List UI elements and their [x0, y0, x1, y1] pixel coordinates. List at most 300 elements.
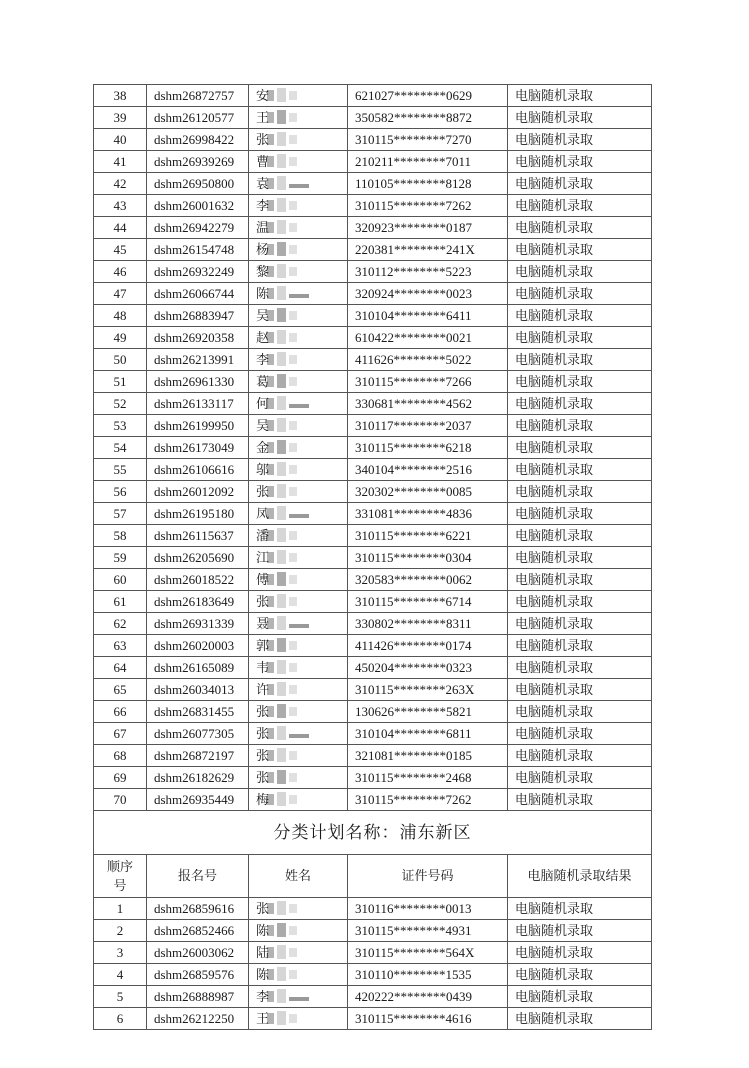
cell-result: 电脑随机录取: [508, 437, 652, 459]
table-row: [94, 305, 652, 327]
cell-id-number: 310115********564X: [348, 942, 508, 964]
cell-registration-number: dshm26859576: [147, 964, 249, 986]
cell-name-surname: 聂: [256, 616, 270, 631]
table-row: [94, 525, 652, 547]
redacted-name-mask: [267, 484, 303, 499]
table-header-row: [94, 855, 652, 898]
cell-name-surname: 江: [256, 550, 270, 565]
cell-registration-number: dshm26199950: [147, 415, 249, 437]
cell-id-number: 340104********2516: [348, 459, 508, 481]
cell-result: 电脑随机录取: [508, 964, 652, 986]
cell-id-number: 310104********6411: [348, 305, 508, 327]
cell-id-number: 310115********2468: [348, 767, 508, 789]
cell-id-number: 320583********0062: [348, 569, 508, 591]
redacted-name-mask: [267, 330, 303, 345]
redacted-name-mask: [267, 945, 303, 960]
cell-order-number: 49: [94, 327, 147, 349]
redacted-name-mask: [267, 594, 303, 609]
redacted-name-mask: [267, 923, 303, 938]
table-row: [94, 327, 652, 349]
cell-name-surname: 张: [256, 770, 270, 785]
cell-registration-number: dshm26133117: [147, 393, 249, 415]
redacted-name-mask: [267, 264, 303, 279]
cell-order-number: 39: [94, 107, 147, 129]
cell-registration-number: dshm26852466: [147, 920, 249, 942]
cell-name-surname: 张: [256, 726, 270, 741]
cell-result: 电脑随机录取: [508, 569, 652, 591]
redacted-name-mask: [267, 440, 303, 455]
table-row: [94, 547, 652, 569]
cell-order-number: 56: [94, 481, 147, 503]
cell-order-number: 51: [94, 371, 147, 393]
header-name: 姓名: [249, 855, 348, 898]
cell-order-number: 1: [94, 898, 147, 920]
redacted-name-mask: [267, 308, 303, 323]
cell-name: [249, 679, 348, 701]
cell-order-number: 62: [94, 613, 147, 635]
cell-registration-number: dshm26034013: [147, 679, 249, 701]
cell-order-number: 46: [94, 261, 147, 283]
cell-name-surname: 潘: [256, 528, 270, 543]
cell-name: [249, 789, 348, 811]
cell-order-number: 38: [94, 85, 147, 107]
redacted-name-mask: [267, 682, 303, 697]
cell-name-surname: 陈: [256, 967, 270, 982]
table-row: [94, 920, 652, 942]
redacted-name-mask: [267, 770, 303, 785]
cell-order-number: 40: [94, 129, 147, 151]
cell-result: 电脑随机录取: [508, 239, 652, 261]
cell-name-surname: 吴: [256, 308, 270, 323]
cell-name: [249, 964, 348, 986]
admission-results-sheet: [93, 84, 651, 1030]
cell-order-number: 69: [94, 767, 147, 789]
table-row: [94, 481, 652, 503]
cell-registration-number: dshm26003062: [147, 942, 249, 964]
table-row: [94, 371, 652, 393]
cell-name-surname: 张: [256, 704, 270, 719]
cell-order-number: 43: [94, 195, 147, 217]
redacted-name-mask: [267, 901, 303, 916]
cell-registration-number: dshm26195180: [147, 503, 249, 525]
cell-registration-number: dshm26932249: [147, 261, 249, 283]
cell-id-number: 310115********6218: [348, 437, 508, 459]
cell-order-number: 64: [94, 657, 147, 679]
cell-id-number: 330681********4562: [348, 393, 508, 415]
cell-name-surname: 梅: [256, 792, 270, 807]
cell-name-surname: 黎: [256, 264, 270, 279]
cell-name: [249, 657, 348, 679]
redacted-name-mask: [267, 506, 313, 521]
cell-registration-number: dshm26213991: [147, 349, 249, 371]
redacted-name-mask: [267, 110, 303, 125]
table-row: [94, 129, 652, 151]
cell-name-surname: 王: [256, 1011, 270, 1026]
cell-name: [249, 327, 348, 349]
cell-result: 电脑随机录取: [508, 415, 652, 437]
cell-id-number: 310115********7262: [348, 195, 508, 217]
header-order-number-line2: 号: [113, 878, 127, 894]
cell-result: 电脑随机录取: [508, 591, 652, 613]
cell-registration-number: dshm26205690: [147, 547, 249, 569]
header-order-number-line1: 顺序: [106, 859, 133, 874]
header-order-number: [94, 855, 147, 898]
cell-name-surname: 张: [256, 901, 270, 916]
cell-result: 电脑随机录取: [508, 613, 652, 635]
cell-name-surname: 陆: [256, 945, 270, 960]
cell-registration-number: dshm26120577: [147, 107, 249, 129]
cell-id-number: 610422********0021: [348, 327, 508, 349]
cell-result: 电脑随机录取: [508, 1008, 652, 1030]
cell-name-surname: 陈: [256, 286, 270, 301]
cell-name: [249, 898, 348, 920]
cell-result: 电脑随机录取: [508, 723, 652, 745]
cell-result: 电脑随机录取: [508, 459, 652, 481]
cell-order-number: 65: [94, 679, 147, 701]
redacted-name-mask: [267, 418, 303, 433]
cell-id-number: 310115********7270: [348, 129, 508, 151]
cell-registration-number: dshm26106616: [147, 459, 249, 481]
cell-name-surname: 吴: [256, 418, 270, 433]
cell-order-number: 70: [94, 789, 147, 811]
redacted-name-mask: [267, 154, 303, 169]
cell-registration-number: dshm26831455: [147, 701, 249, 723]
cell-order-number: 57: [94, 503, 147, 525]
cell-result: 电脑随机录取: [508, 789, 652, 811]
cell-id-number: 310115********7262: [348, 789, 508, 811]
redacted-name-mask: [267, 198, 303, 213]
cell-name-surname: 韦: [256, 660, 270, 675]
cell-name: [249, 942, 348, 964]
table-row: [94, 151, 652, 173]
cell-name: [249, 261, 348, 283]
cell-registration-number: dshm26012092: [147, 481, 249, 503]
cell-name-surname: 许: [256, 682, 270, 697]
redacted-name-mask: [267, 748, 303, 763]
cell-name: [249, 503, 348, 525]
cell-id-number: 310110********1535: [348, 964, 508, 986]
redacted-name-mask: [267, 374, 303, 389]
redacted-name-mask: [267, 132, 303, 147]
cell-name-surname: 李: [256, 989, 270, 1004]
cell-name: [249, 745, 348, 767]
cell-name: [249, 525, 348, 547]
cell-name: [249, 635, 348, 657]
table-row: [94, 635, 652, 657]
cell-name: [249, 173, 348, 195]
plan-title: 分类计划名称：浦东新区: [94, 811, 652, 855]
cell-name: [249, 85, 348, 107]
cell-result: 电脑随机录取: [508, 547, 652, 569]
table-row: [94, 657, 652, 679]
cell-result: 电脑随机录取: [508, 481, 652, 503]
cell-name: [249, 547, 348, 569]
cell-name-surname: 曹: [256, 154, 270, 169]
cell-id-number: 310115********4616: [348, 1008, 508, 1030]
table-row: [94, 107, 652, 129]
cell-registration-number: dshm26998422: [147, 129, 249, 151]
cell-name: [249, 723, 348, 745]
cell-name-surname: 陈: [256, 923, 270, 938]
redacted-name-mask: [267, 528, 303, 543]
cell-name: [249, 151, 348, 173]
cell-order-number: 66: [94, 701, 147, 723]
cell-registration-number: dshm26018522: [147, 569, 249, 591]
cell-id-number: 310115********6221: [348, 525, 508, 547]
table-row: [94, 195, 652, 217]
cell-name-surname: 邬: [256, 462, 270, 477]
cell-name: [249, 305, 348, 327]
cell-order-number: 68: [94, 745, 147, 767]
cell-result: 电脑随机录取: [508, 635, 652, 657]
cell-name-surname: 郭: [256, 638, 270, 653]
cell-registration-number: dshm26182629: [147, 767, 249, 789]
cell-id-number: 450204********0323: [348, 657, 508, 679]
cell-order-number: 48: [94, 305, 147, 327]
cell-result: 电脑随机录取: [508, 173, 652, 195]
cell-registration-number: dshm26165089: [147, 657, 249, 679]
cell-id-number: 110105********8128: [348, 173, 508, 195]
cell-name-surname: 张: [256, 748, 270, 763]
cell-registration-number: dshm26942279: [147, 217, 249, 239]
cell-id-number: 320924********0023: [348, 283, 508, 305]
cell-id-number: 210211********7011: [348, 151, 508, 173]
cell-registration-number: dshm26077305: [147, 723, 249, 745]
cell-result: 电脑随机录取: [508, 745, 652, 767]
cell-registration-number: dshm26950800: [147, 173, 249, 195]
results-table-part-1: [94, 85, 652, 811]
cell-id-number: 310115********0304: [348, 547, 508, 569]
cell-name-surname: 张: [256, 594, 270, 609]
cell-id-number: 310112********5223: [348, 261, 508, 283]
cell-name: [249, 459, 348, 481]
cell-id-number: 220381********241X: [348, 239, 508, 261]
cell-name-surname: 李: [256, 352, 270, 367]
cell-id-number: 310116********0013: [348, 898, 508, 920]
cell-order-number: 2: [94, 920, 147, 942]
redacted-name-mask: [267, 704, 303, 719]
cell-id-number: 350582********8872: [348, 107, 508, 129]
cell-registration-number: dshm26001632: [147, 195, 249, 217]
cell-result: 电脑随机录取: [508, 986, 652, 1008]
redacted-name-mask: [267, 967, 303, 982]
cell-name: [249, 107, 348, 129]
cell-result: 电脑随机录取: [508, 349, 652, 371]
cell-id-number: 411426********0174: [348, 635, 508, 657]
cell-order-number: 60: [94, 569, 147, 591]
cell-result: 电脑随机录取: [508, 107, 652, 129]
cell-order-number: 4: [94, 964, 147, 986]
table-row: [94, 283, 652, 305]
redacted-name-mask: [267, 88, 303, 103]
cell-result: 电脑随机录取: [508, 525, 652, 547]
redacted-name-mask: [267, 286, 313, 301]
cell-order-number: 50: [94, 349, 147, 371]
table-row: [94, 964, 652, 986]
table-row: [94, 986, 652, 1008]
cell-order-number: 55: [94, 459, 147, 481]
table-row: [94, 261, 652, 283]
table-row: [94, 898, 652, 920]
redacted-name-mask: [267, 462, 303, 477]
cell-order-number: 54: [94, 437, 147, 459]
cell-order-number: 53: [94, 415, 147, 437]
cell-registration-number: dshm26872757: [147, 85, 249, 107]
redacted-name-mask: [267, 220, 303, 235]
table-row: [94, 723, 652, 745]
cell-registration-number: dshm26115637: [147, 525, 249, 547]
table-row: [94, 942, 652, 964]
cell-registration-number: dshm26872197: [147, 745, 249, 767]
cell-name: [249, 393, 348, 415]
redacted-name-mask: [267, 176, 313, 191]
cell-result: 电脑随机录取: [508, 393, 652, 415]
redacted-name-mask: [267, 726, 313, 741]
cell-name: [249, 613, 348, 635]
cell-result: 电脑随机录取: [508, 305, 652, 327]
cell-name: [249, 217, 348, 239]
cell-name-surname: 王: [256, 110, 270, 125]
results-table-part-2: [94, 898, 652, 1030]
cell-name: [249, 591, 348, 613]
cell-name-surname: 赵: [256, 330, 270, 345]
cell-order-number: 47: [94, 283, 147, 305]
plan-section: [94, 811, 652, 898]
cell-id-number: 420222********0439: [348, 986, 508, 1008]
cell-name: [249, 1008, 348, 1030]
cell-result: 电脑随机录取: [508, 195, 652, 217]
cell-registration-number: dshm26212250: [147, 1008, 249, 1030]
cell-id-number: 310117********2037: [348, 415, 508, 437]
cell-name-surname: 李: [256, 198, 270, 213]
cell-result: 电脑随机录取: [508, 920, 652, 942]
cell-id-number: 621027********0629: [348, 85, 508, 107]
cell-order-number: 59: [94, 547, 147, 569]
cell-name: [249, 195, 348, 217]
table-row: [94, 569, 652, 591]
cell-result: 电脑随机录取: [508, 701, 652, 723]
cell-name: [249, 371, 348, 393]
table-row: [94, 789, 652, 811]
table-row: [94, 591, 652, 613]
cell-result: 电脑随机录取: [508, 657, 652, 679]
table-row: [94, 1008, 652, 1030]
cell-id-number: 310115********7266: [348, 371, 508, 393]
cell-name: [249, 767, 348, 789]
table-row: [94, 745, 652, 767]
table-row: [94, 393, 652, 415]
cell-result: 电脑随机录取: [508, 503, 652, 525]
cell-order-number: 67: [94, 723, 147, 745]
cell-name: [249, 349, 348, 371]
table-row: [94, 613, 652, 635]
table-row: [94, 415, 652, 437]
results-table: [93, 84, 652, 1030]
cell-name-surname: 杨: [256, 242, 270, 257]
cell-registration-number: dshm26888987: [147, 986, 249, 1008]
cell-result: 电脑随机录取: [508, 85, 652, 107]
table-row: [94, 349, 652, 371]
cell-id-number: 310115********4931: [348, 920, 508, 942]
cell-name-surname: 安: [256, 88, 270, 103]
redacted-name-mask: [267, 1011, 303, 1026]
cell-result: 电脑随机录取: [508, 942, 652, 964]
cell-order-number: 41: [94, 151, 147, 173]
redacted-name-mask: [267, 616, 313, 631]
cell-name-surname: 金: [256, 440, 270, 455]
cell-order-number: 44: [94, 217, 147, 239]
cell-registration-number: dshm26020003: [147, 635, 249, 657]
table-row: [94, 459, 652, 481]
table-row: [94, 173, 652, 195]
cell-order-number: 3: [94, 942, 147, 964]
cell-order-number: 42: [94, 173, 147, 195]
cell-order-number: 61: [94, 591, 147, 613]
cell-id-number: 320923********0187: [348, 217, 508, 239]
redacted-name-mask: [267, 352, 303, 367]
redacted-name-mask: [267, 660, 303, 675]
redacted-name-mask: [267, 638, 303, 653]
cell-name-surname: 温: [256, 220, 270, 235]
cell-id-number: 320302********0085: [348, 481, 508, 503]
cell-result: 电脑随机录取: [508, 261, 652, 283]
cell-name: [249, 239, 348, 261]
cell-name: [249, 437, 348, 459]
cell-registration-number: dshm26939269: [147, 151, 249, 173]
cell-result: 电脑随机录取: [508, 327, 652, 349]
cell-result: 电脑随机录取: [508, 151, 652, 173]
cell-name: [249, 920, 348, 942]
cell-name-surname: 葛: [256, 374, 270, 389]
cell-result: 电脑随机录取: [508, 767, 652, 789]
plan-title-row: [94, 811, 652, 855]
cell-result: 电脑随机录取: [508, 898, 652, 920]
cell-order-number: 5: [94, 986, 147, 1008]
cell-name: [249, 415, 348, 437]
cell-name: [249, 129, 348, 151]
redacted-name-mask: [267, 792, 303, 807]
cell-name: [249, 701, 348, 723]
cell-registration-number: dshm26154748: [147, 239, 249, 261]
cell-name: [249, 481, 348, 503]
cell-id-number: 310115********6714: [348, 591, 508, 613]
cell-order-number: 58: [94, 525, 147, 547]
header-result: 电脑随机录取结果: [508, 855, 652, 898]
cell-result: 电脑随机录取: [508, 129, 652, 151]
cell-name-surname: 张: [256, 132, 270, 147]
table-row: [94, 503, 652, 525]
cell-id-number: 330802********8311: [348, 613, 508, 635]
table-row: [94, 217, 652, 239]
header-id-number: 证件号码: [348, 855, 508, 898]
table-row: [94, 85, 652, 107]
cell-order-number: 6: [94, 1008, 147, 1030]
table-row: [94, 767, 652, 789]
table-row: [94, 679, 652, 701]
table-row: [94, 437, 652, 459]
redacted-name-mask: [267, 572, 303, 587]
cell-name-surname: 袁: [256, 176, 270, 191]
cell-name-surname: 傅: [256, 572, 270, 587]
table-row: [94, 701, 652, 723]
cell-id-number: 310115********263X: [348, 679, 508, 701]
cell-name: [249, 569, 348, 591]
cell-registration-number: dshm26961330: [147, 371, 249, 393]
cell-result: 电脑随机录取: [508, 371, 652, 393]
table-row: [94, 239, 652, 261]
cell-registration-number: dshm26183649: [147, 591, 249, 613]
cell-order-number: 63: [94, 635, 147, 657]
